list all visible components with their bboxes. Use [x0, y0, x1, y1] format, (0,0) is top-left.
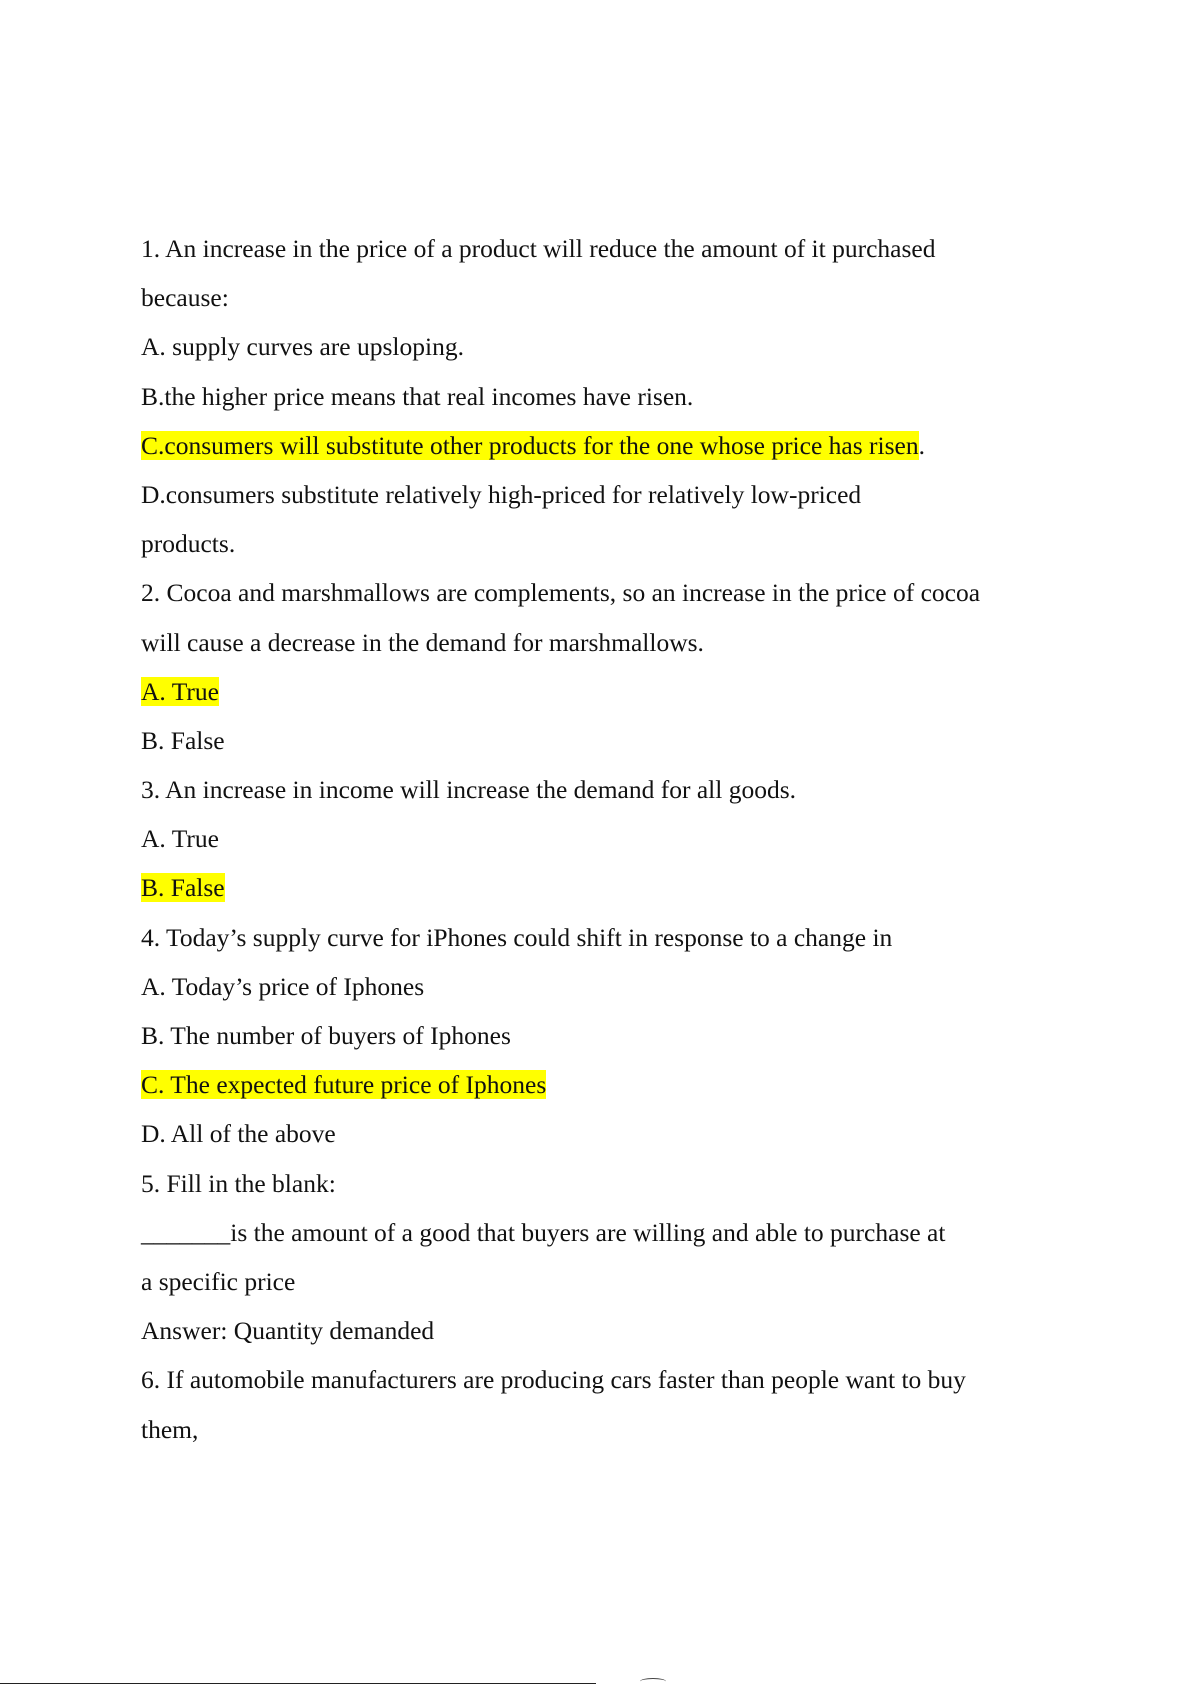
q5-blank-line1: _______is the amount of a good that buyers are willing and able to purchase at — [141, 1217, 946, 1247]
q1-option-b: B.the higher price means that real incomes have risen. — [141, 381, 694, 411]
q1-option-d-line1: D.consumers substitute relatively high-priced for relatively low-priced — [141, 479, 862, 509]
q6-stem-line2: them, — [141, 1414, 199, 1444]
q1-option-c-tail: . — [918, 430, 925, 460]
q3-option-a: A. True — [141, 824, 219, 854]
footer-rule — [0, 1683, 596, 1684]
q5-answer: Answer: Quantity demanded — [141, 1316, 435, 1346]
q4-option-d: D. All of the above — [141, 1119, 336, 1149]
q2-option-a — [141, 667, 1101, 716]
q2-option-a-highlighted: A. True — [141, 676, 219, 706]
q3-option-b — [141, 863, 1101, 912]
q5-stem: 5. Fill in the blank: — [141, 1168, 336, 1198]
q4-option-c — [141, 1060, 1101, 1109]
q3-stem: 3. An increase in income will increase the demand for all goods. — [141, 775, 797, 805]
q1-stem-line2: because: — [141, 283, 229, 313]
q4-option-b: B. The number of buyers of Iphones — [141, 1021, 511, 1050]
q1-option-d-line2: products. — [141, 529, 236, 559]
q1-option-c-highlighted: C.consumers will substitute other products for the one whose price has risen — [141, 430, 919, 460]
q4-stem: 4. Today’s supply curve for iPhones could shift in response to a change in — [141, 922, 893, 952]
q6-stem-line1: 6. If automobile manufacturers are producing cars faster than people want to buy — [141, 1365, 966, 1395]
q2-option-b: B. False — [141, 725, 225, 755]
q1-option-c — [141, 421, 1101, 470]
q3-option-b-highlighted: B. False — [141, 873, 225, 903]
q1-stem-line1: 1. An increase in the price of a product will reduce the amount of it purchased — [141, 234, 936, 263]
q2-stem-line1: 2. Cocoa and marshmallows are complements, so an increase in the price of cocoa — [141, 578, 981, 608]
q5-blank-line2: a specific price — [141, 1266, 296, 1296]
page-number-fragment — [640, 1678, 666, 1685]
q4-option-a: A. Today’s price of Iphones — [141, 971, 425, 1001]
q4-option-c-highlighted: C. The expected future price of Iphones — [141, 1070, 547, 1100]
q1-option-a: A. supply curves are upsloping. — [141, 332, 464, 362]
quiz-content — [141, 224, 1101, 1454]
q2-stem-line2: will cause a decrease in the demand for marshmallows. — [141, 627, 704, 657]
